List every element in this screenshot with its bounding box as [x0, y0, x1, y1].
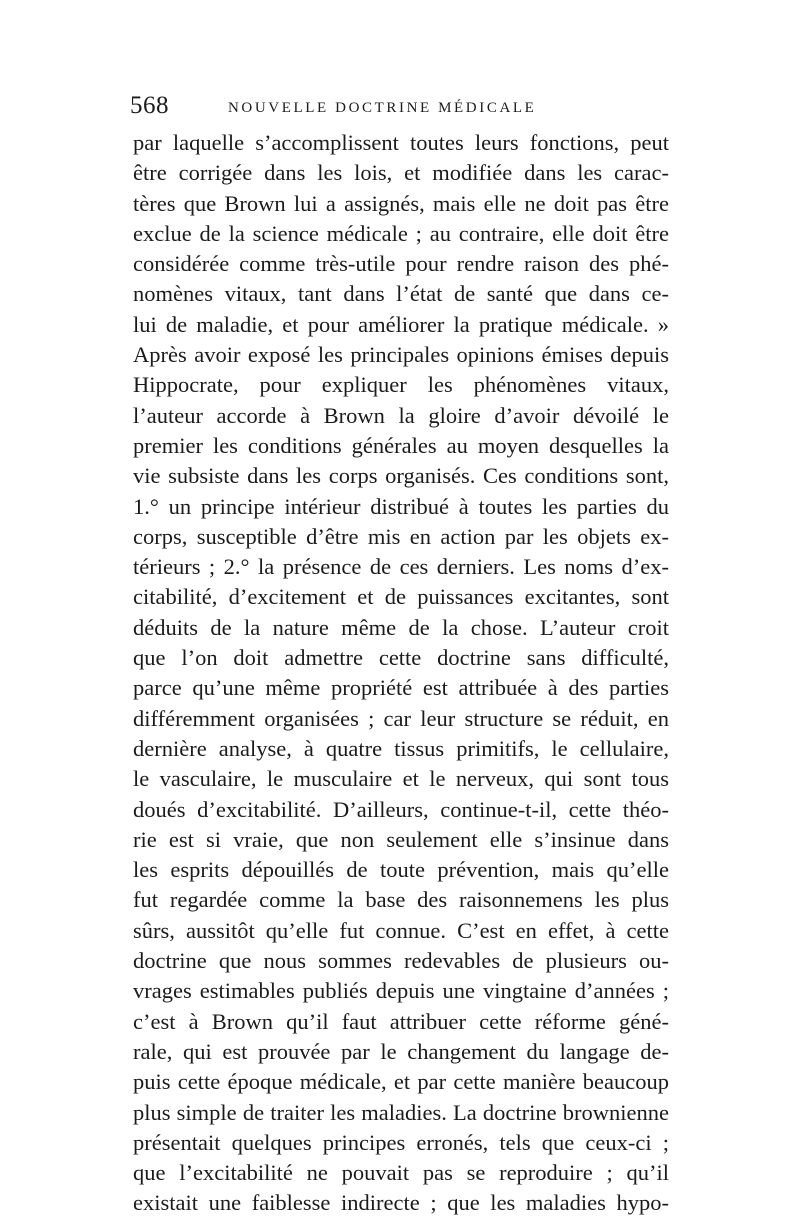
text-line: lui de maladie, et pour améliorer la pratique médicale. »: [133, 311, 669, 337]
text-line: l’auteur accorde à Brown la gloire d’avoir dévoilé le: [133, 402, 669, 428]
text-line: vrages estimables publiés depuis une vingtaine d’années ;: [133, 978, 669, 1004]
text-line: 1.° un principe intérieur distribué à toutes les parties du: [133, 493, 669, 519]
text-line: Hippocrate, pour expliquer les phénomènes vitaux,: [133, 372, 669, 398]
text-line: premier les conditions générales au moyen desquelles la: [133, 432, 669, 458]
text-line: térieurs ; 2.° la présence de ces derniers. Les noms d’ex-: [133, 554, 669, 580]
text-line: citabilité, d’excitement et de puissances excitantes, sont: [133, 584, 669, 610]
text-line: existait une faiblesse indirecte ; que les maladies hypo-: [133, 1190, 669, 1216]
text-line: corps, susceptible d’être mis en action par les objets ex-: [133, 523, 669, 549]
text-line: doctrine que nous sommes redevables de plusieurs ou-: [133, 948, 669, 974]
text-line: dernière analyse, à quatre tissus primitifs, le cellulaire,: [133, 735, 669, 761]
text-line: les esprits dépouillés de toute prévention, mais qu’elle: [133, 857, 669, 883]
text-line: par laquelle s’accomplissent toutes leurs fonctions, peut: [133, 130, 669, 155]
text-line: plus simple de traiter les maladies. La doctrine brownienne: [133, 1099, 669, 1125]
page-number: 568: [130, 92, 169, 119]
text-line: considérée comme très-utile pour rendre raison des phé-: [133, 251, 669, 277]
body-text: [133, 128, 669, 1219]
text-line: sûrs, aussitôt qu’elle fut connue. C’est en effet, à cette: [133, 917, 669, 943]
text-line: c’est à Brown qu’il faut attribuer cette réforme géné-: [133, 1008, 669, 1034]
text-line: différemment organisées ; car leur structure se réduit, en: [133, 705, 669, 731]
text-line: puis cette époque médicale, et par cette manière beaucoup: [133, 1069, 669, 1095]
text-line: fut regardée comme la base des raisonnemens les plus: [133, 887, 669, 913]
page-header: [130, 92, 670, 132]
text-line: le vasculaire, le musculaire et le nerveux, qui sont tous: [133, 766, 669, 792]
running-title: NOUVELLE DOCTRINE MÉDICALE: [228, 100, 537, 116]
text-line: rie est si vraie, que non seulement elle s’insinue dans: [133, 826, 669, 852]
text-line: doués d’excitabilité. D’ailleurs, continue-t-il, cette théo-: [133, 796, 669, 822]
text-line: nomènes vitaux, tant dans l’état de santé que dans ce-: [133, 281, 669, 307]
text-line: Après avoir exposé les principales opinions émises depuis: [133, 342, 669, 368]
text-line: que l’excitabilité ne pouvait pas se reproduire ; qu’il: [133, 1160, 669, 1186]
text-line: que l’on doit admettre cette doctrine sans difficulté,: [133, 645, 669, 671]
text-line: vie subsiste dans les corps organisés. Ces conditions sont,: [133, 463, 669, 489]
text-line: tères que Brown lui a assignés, mais elle ne doit pas être: [133, 190, 669, 216]
text-line: parce qu’une même propriété est attribuée à des parties: [133, 675, 669, 701]
text-line: exclue de la science médicale ; au contraire, elle doit être: [133, 220, 669, 246]
text-line: être corrigée dans les lois, et modifiée dans les carac-: [133, 160, 669, 186]
text-line: rale, qui est prouvée par le changement du langage de-: [133, 1038, 669, 1064]
text-line: présentait quelques principes erronés, tels que ceux-ci ;: [133, 1129, 669, 1155]
text-line: déduits de la nature même de la chose. L’auteur croit: [133, 614, 669, 640]
